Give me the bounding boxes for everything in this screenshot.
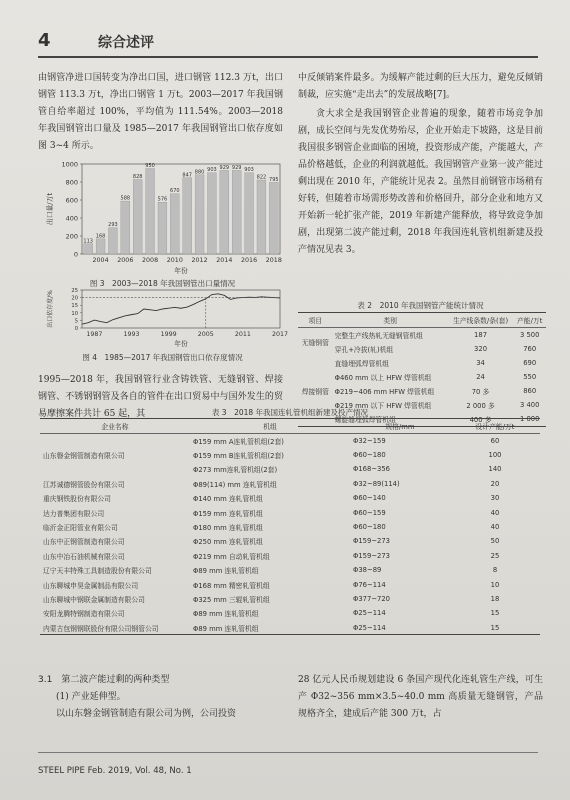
table-cell: 18 — [490, 594, 500, 603]
x-tick-label: 2010 — [166, 257, 183, 264]
table-cell: Φ180 mm 连轧管机组 — [193, 524, 263, 533]
table-cell: Φ89 mm 连轧管机组 — [190, 621, 350, 635]
bar-value-label: 880 — [194, 169, 205, 176]
table-row — [40, 477, 540, 491]
bar — [84, 244, 93, 254]
bar-value-label: 847 — [182, 172, 192, 179]
bar — [232, 170, 241, 254]
table-cell: Φ60~140 — [353, 494, 386, 503]
x-tick-label: 2014 — [216, 257, 233, 264]
x-tick-label: 1987 — [86, 331, 103, 338]
table-row — [298, 384, 546, 398]
x-tick-label: 1999 — [160, 331, 177, 338]
table-cell: Φ460 mm 以上 HFW 焊管机组 — [334, 374, 432, 382]
table-cell: Φ32~159 — [353, 436, 386, 445]
y-tick-label: 400 — [65, 214, 78, 223]
bar — [146, 169, 155, 255]
figure-4-caption: 图 4 1985—2017 年我国钢管出口依存度情况 — [82, 353, 243, 362]
table-cell: Φ250 mm 连轧管机组 — [193, 538, 263, 547]
table-cell: 187 — [474, 331, 488, 339]
table-3-caption: 表 3 2018 年我国连轧管机组新建及投产情况 — [211, 408, 369, 417]
table-cell: Φ76~114 — [353, 580, 386, 589]
table-cell: 860 — [523, 387, 537, 395]
table-cell: 2 000 多 — [466, 402, 495, 410]
table-cell: 60 — [490, 436, 500, 445]
bar-value-label: 576 — [157, 196, 168, 203]
section-title: 综合述评 — [98, 35, 154, 51]
bar-value-label: 950 — [145, 163, 155, 169]
x-tick-label: 2005 — [197, 331, 214, 338]
table-cell: Φ219~406 mm HFW 焊管机组 — [334, 388, 435, 396]
x-axis-label: 年份 — [174, 340, 188, 348]
y-tick-label: 0 — [73, 250, 78, 259]
table-cell: Φ159 mm B连轧管机组(2套) — [193, 452, 284, 461]
table-cell: Φ219 mm 自动轧管机组 — [193, 552, 270, 561]
table-cell: 690 — [523, 359, 537, 367]
table-cell: 山东中冶石油机械有限公司 — [43, 552, 125, 561]
table-cell: 50 — [490, 537, 500, 546]
table-row — [40, 577, 540, 591]
y-tick-label: 5 — [74, 318, 78, 325]
table-cell: Φ60~159 — [353, 508, 386, 517]
y-tick-label: 1000 — [61, 160, 78, 169]
table-cell: Φ159 mm 连轧管机组 — [193, 509, 263, 518]
table-cell: Φ273 mm连轧管机组(2套) — [193, 466, 278, 475]
export-volume-bar-chart — [40, 158, 285, 278]
y-axis-label: 出口量/万t — [46, 192, 54, 226]
bar — [96, 239, 105, 254]
bar-value-label: 822 — [256, 174, 267, 181]
bar-value-label: 795 — [269, 176, 279, 183]
right-paragraph-1: 中反倾销案件最多。为缓解产能过剩的巨大压力，避免反倾销制裁，应实施“走出去”的发展战略[7]。 — [298, 73, 543, 100]
bar — [170, 194, 179, 254]
bar-value-label: 903 — [244, 167, 254, 174]
table-row — [40, 534, 540, 548]
table-cell: 螺旋缝埋弧焊管机组 — [333, 412, 448, 427]
page-header — [38, 30, 538, 60]
figure-3-caption: 图 3 2003—2018 年我国钢管出口量情况 — [89, 279, 236, 288]
x-tick-label: 2004 — [92, 257, 109, 264]
table-row — [40, 549, 540, 563]
table-cell: 40 — [490, 523, 500, 532]
table-cell: 3 400 — [519, 401, 540, 409]
table-cell: Φ219 mm 以下 HFW 焊管机组 — [334, 402, 432, 410]
t3-header-company: 企业名称 — [40, 419, 190, 434]
t2-header-item: 项目 — [298, 313, 333, 328]
table-cell: Φ25~114 — [353, 609, 386, 618]
table-cell: Φ159 mm A连轧管机组(2套) — [193, 437, 284, 446]
bar-value-label: 588 — [120, 195, 131, 202]
bar-value-label: 670 — [170, 188, 180, 195]
bar — [269, 182, 278, 254]
table-row — [40, 592, 540, 606]
table-cell: Φ325 mm 三辊轧管机组 — [193, 595, 270, 604]
table-cell: 40 — [490, 508, 500, 517]
table-cell: 内蒙古包钢钢联股份有限公司钢管公司 — [40, 621, 190, 635]
bar — [257, 180, 266, 254]
table-cell: Φ38~89 — [353, 566, 382, 575]
bar — [183, 178, 192, 254]
x-tick-label: 2016 — [241, 257, 258, 264]
table-cell: 70 多 — [471, 388, 490, 396]
table-row — [298, 342, 546, 356]
y-tick-label: 15 — [71, 303, 78, 310]
table-cell: Φ377~720 — [353, 594, 390, 603]
table-row — [298, 370, 546, 384]
x-axis-label: 年份 — [174, 267, 188, 275]
y-tick-label: 10 — [71, 310, 78, 317]
bar — [158, 202, 167, 254]
table-cell: 山东聊城中钢联金属制造有限公司 — [43, 595, 145, 604]
x-tick-label: 2012 — [191, 257, 208, 264]
y-tick-label: 20 — [71, 295, 78, 302]
footer-rule — [38, 752, 538, 753]
table-row — [40, 505, 540, 519]
dependence-series-line — [82, 294, 280, 324]
table-cell: 穿孔+冷拔(轧)机组 — [334, 346, 394, 354]
table-cell: 山东聊城申昊金属制品有限公司 — [43, 581, 139, 590]
left-paragraph-2: 1995—2018 年，我国钢管行业含铸铁管、无缝钢管、焊接钢管、不锈钢钢管及各自的管件在出口贸易中与国外发生的贸易摩擦案件共计 65 起，其 — [38, 375, 283, 419]
x-tick-label: 1993 — [123, 331, 140, 338]
rolling-mill-table-2018 — [40, 418, 540, 635]
table-cell: 直缝埋弧焊管机组 — [334, 360, 389, 368]
bottom-left-paragraph: 以山东磐金钢管制造有限公司为例，公司投资 — [56, 709, 237, 719]
table-2-caption: 表 2 2010 年我国钢管产能统计情况 — [357, 301, 484, 310]
x-tick-label: 2018 — [265, 257, 282, 264]
plot-frame — [82, 290, 280, 328]
table-cell: 辽宁天丰特殊工具制造股份有限公司 — [43, 567, 152, 576]
y-axis-label: 出口依存度/% — [47, 290, 54, 328]
table-cell: 24 — [476, 373, 485, 381]
table-cell: 10 — [490, 580, 500, 589]
bar — [121, 201, 130, 254]
y-tick-label: 25 — [71, 288, 78, 294]
table-cell: Φ60~180 — [353, 523, 386, 532]
table-cell: 3 500 — [519, 331, 540, 339]
table-cell: 山东中正钢管制造有限公司 — [43, 538, 125, 547]
table-cell: 山东磐金钢管制造有限公司 — [43, 452, 125, 461]
table-cell: 25 — [490, 551, 500, 560]
t2-header-lines: 生产线条数/条(套) — [448, 313, 514, 328]
t2-header-capacity: 产能/万t — [513, 313, 546, 328]
table-cell: Φ140 mm 连轧管机组 — [193, 495, 263, 504]
table-cell: Φ159~273 — [353, 537, 390, 546]
table-cell: 8 — [492, 566, 498, 575]
table-cell: 1 000 — [513, 412, 546, 427]
journal-footer: STEEL PIPE Feb. 2019, Vol. 48, No. 1 — [38, 766, 192, 776]
table-cell: 400 多 — [448, 412, 514, 427]
t2-group-welded: 焊接钢管 — [298, 356, 333, 427]
left-paragraph-1: 由钢管净进口国转变为净出口国，进口钢管 112.3 万t，出口钢管 113.3 万t，净出口钢管 1 万t。2003—2017 年我国钢管自给率超过 100%，平均值为 111.54%。2003—2018 年我国钢管出口量及 1985—2017 年我国钢管出口依存度如图 3~4 所示。 — [38, 73, 283, 151]
x-tick-label: 2006 — [117, 257, 134, 264]
table-row — [40, 520, 540, 534]
table-cell: Φ159~273 — [353, 551, 390, 560]
x-tick-label: 2008 — [142, 257, 159, 264]
table-cell: Φ32~89(114) — [353, 479, 400, 488]
table-cell: Φ89 mm 连轧管机组 — [193, 610, 259, 619]
table-cell: 达力普集团有限公司 — [43, 509, 105, 518]
page-number: 4 — [38, 30, 51, 51]
table-cell: 江苏诚德钢管股份有限公司 — [43, 480, 125, 489]
t2-header-category: 类别 — [333, 313, 448, 328]
table-cell: 140 — [488, 465, 502, 474]
table-cell: 15 — [490, 609, 500, 618]
bar — [207, 173, 216, 254]
table-cell: 30 — [490, 494, 500, 503]
subsection-heading: (1) 产业延伸型。 — [56, 692, 126, 702]
bar — [220, 170, 229, 254]
bar-value-label: 293 — [108, 222, 118, 229]
export-dependence-line-chart — [40, 288, 289, 350]
table-row — [298, 328, 546, 343]
table-cell: 760 — [523, 345, 537, 353]
table-row — [40, 434, 540, 448]
header-rule — [38, 56, 538, 58]
t3-header-unit: 机组 — [190, 419, 350, 434]
table-row — [40, 491, 540, 505]
table-cell: Φ89 mm 连轧管机组 — [193, 567, 259, 576]
bar — [108, 228, 117, 254]
bar-value-label: 929 — [219, 164, 230, 171]
y-tick-label: 0 — [74, 326, 78, 332]
table-cell: 20 — [490, 479, 500, 488]
table-cell: Φ168~356 — [353, 465, 390, 474]
table-cell: 550 — [523, 373, 537, 381]
table-cell: 320 — [474, 345, 488, 353]
bottom-right-paragraph: 28 亿元人民币规划建设 6 条国产现代化连轧管生产线，可生产 Φ32~356 mm×3.5~40.0 mm 高质量无缝钢管，产品规格齐全，建成后产能 300 万t，占 — [298, 675, 543, 719]
table-cell: 完整生产线热轧无缝钢管机组 — [334, 332, 423, 340]
table-row — [40, 621, 540, 635]
t3-header-spec: 规格/mm — [350, 419, 450, 434]
table-cell: Φ168 mm 精密轧管机组 — [193, 581, 270, 590]
table-cell: 15 — [450, 621, 540, 635]
bar-value-label: 929 — [231, 164, 242, 171]
x-tick-label: 2011 — [234, 331, 251, 338]
y-tick-label: 800 — [65, 178, 78, 187]
table-cell: 重庆钢铁股份有限公司 — [43, 495, 111, 504]
table-cell: Φ60~180 — [353, 451, 386, 460]
bar-value-label: 168 — [95, 233, 106, 240]
t2-group-seamless: 无缝钢管 — [301, 339, 329, 347]
table-cell: 安阳龙腾特钢制造有限公司 — [43, 610, 125, 619]
bar-value-label: 903 — [207, 167, 217, 174]
bar-value-label: 828 — [132, 173, 143, 180]
table-cell: 100 — [488, 451, 502, 460]
bar — [245, 173, 254, 254]
x-tick-label: 2017 — [271, 331, 289, 338]
table-cell: Φ89(114) mm 连轧管机组 — [193, 480, 277, 489]
table-cell: 临沂金正阳管业有限公司 — [43, 524, 118, 533]
bar — [133, 179, 142, 254]
table-row — [40, 606, 540, 620]
bar-value-label: 113 — [83, 238, 93, 245]
table-row — [298, 356, 546, 370]
table-cell: Φ25~114 — [350, 621, 450, 635]
section-heading: 3.1 第二波产能过剩的两种类型 — [38, 675, 170, 685]
y-tick-label: 600 — [65, 196, 78, 205]
right-paragraph-2: 贪大求全是我国钢管企业普遍的现象，随着市场竞争加剧，成长空间与先发优势殆尽，企业开始走下坡路，这是目前我国很多钢管企业面临的困境，投资形成产能，产能越大，产品价格越低，企业的利润就越低。我国钢管产业第一波产能过剩出现在 2010 年，产能统计见表 2。虽然目前钢管市场稍有好转，但随着市场需形势改善和价格回升，部分企业和地方又开始新一轮扩张产能，2019 年新建产能释放，将导致竞争加剧，出现第二波产能过剩，2018 年我国连轧管机组新建及投产情况见表 3。 — [298, 109, 543, 255]
bar — [195, 175, 204, 254]
y-tick-label: 200 — [65, 232, 78, 241]
table-cell: 34 — [476, 359, 485, 367]
t3-header-capacity: 设计产能/万t — [450, 419, 540, 434]
table-row — [40, 563, 540, 577]
